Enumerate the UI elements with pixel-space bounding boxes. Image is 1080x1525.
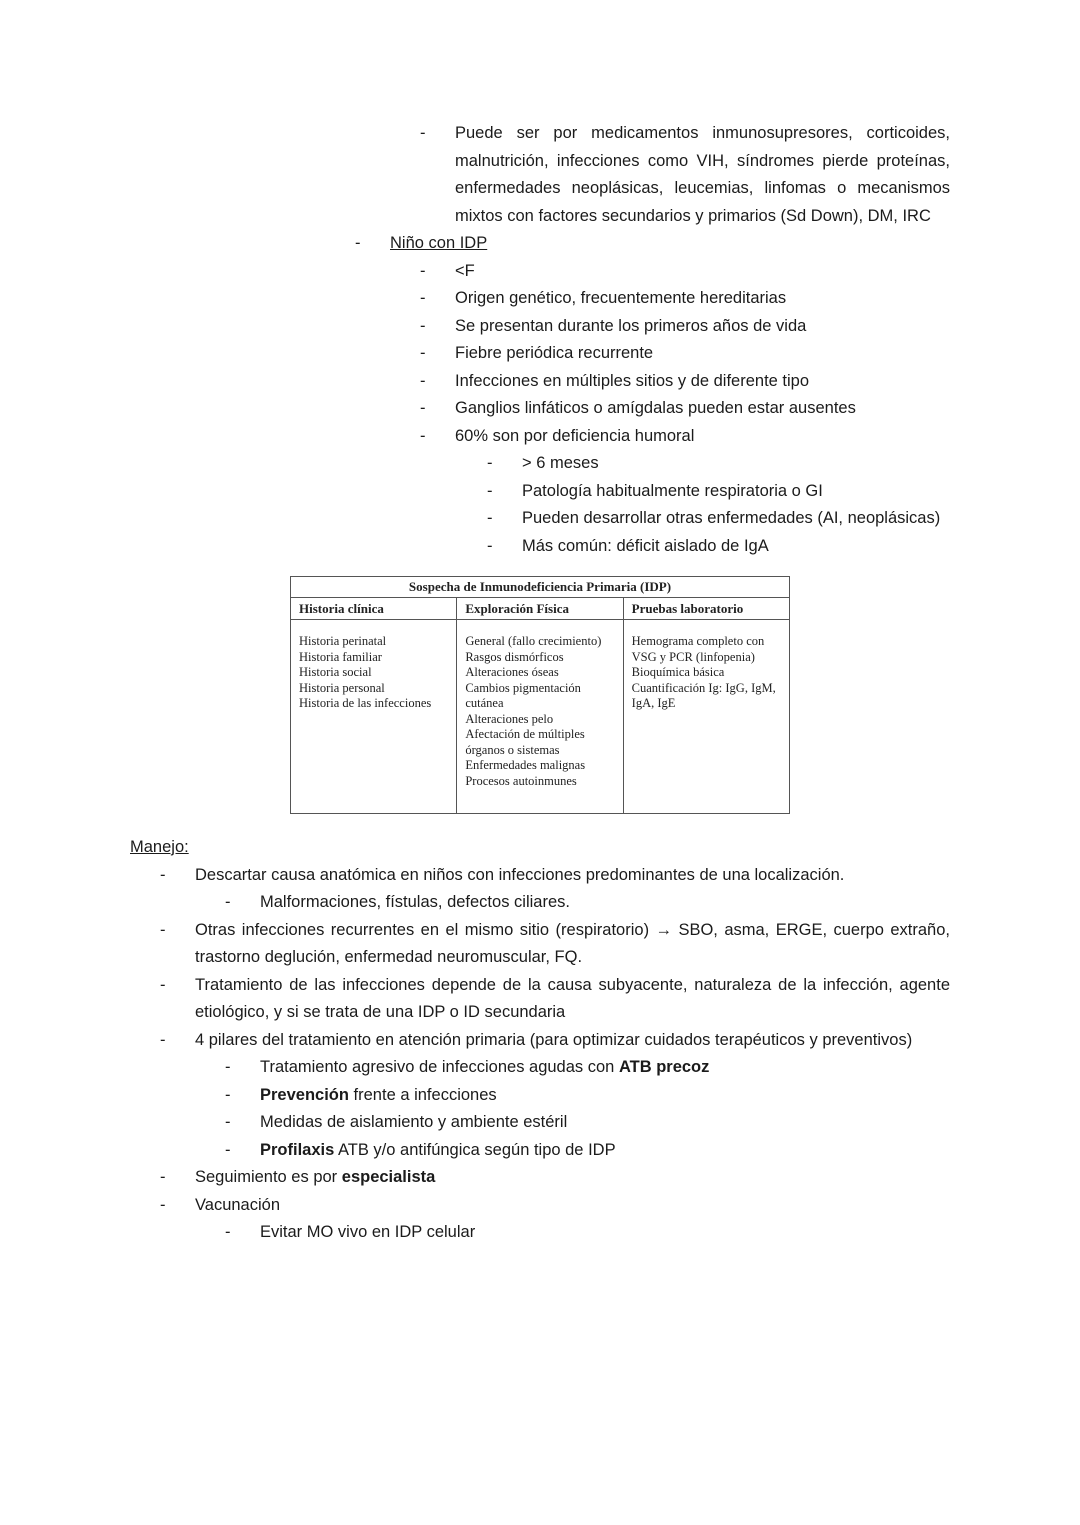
table-header-historia-clinica: Historia clínica <box>291 597 457 620</box>
text-part: Medidas de aislamiento y ambiente estéril <box>260 1113 568 1131</box>
bullet-dash: - <box>160 1168 166 1186</box>
list-item <box>160 1164 950 1192</box>
table-line: Rasgos dismórficos <box>465 649 564 664</box>
bullet-dash: - <box>225 1085 231 1104</box>
list-item-text: Tratamiento de las infecciones depende de la causa subyacente, naturaleza de la infección, agente etiológico, y si se trata de una IDP o ID secundaria <box>195 975 950 1021</box>
list-item-text: Vacunación <box>195 1195 281 1214</box>
bullet-dash: - <box>160 1195 166 1214</box>
table-line: Historia personal <box>299 680 385 695</box>
bullet-item-intro <box>420 120 950 230</box>
nino-idp-heading: Niño con IDP <box>390 234 488 252</box>
table-line: Alteraciones óseas <box>465 665 559 679</box>
list-item-text <box>260 1082 950 1110</box>
table-line: Historia perinatal <box>299 634 387 648</box>
bullet-dash: - <box>420 399 426 417</box>
bullet-dash: - <box>160 975 166 994</box>
list-item-text: Ganglios linfáticos o amígdalas pueden estar ausentes <box>455 399 856 417</box>
list-item <box>160 862 950 890</box>
bullet-dash: - <box>420 316 426 335</box>
bullet-dash: - <box>160 865 166 884</box>
table-cell-exploracion-fisica <box>457 620 623 814</box>
list-item <box>225 1082 950 1110</box>
bullet-dash: - <box>160 1030 166 1049</box>
text-part-bold: Profilaxis <box>260 1140 335 1159</box>
bullet-dash: - <box>355 234 361 252</box>
list-item <box>420 313 950 341</box>
list-item-text: Patología habitualmente respiratoria o GI <box>522 481 823 500</box>
list-item <box>160 917 950 972</box>
table-line: Cuantificación Ig: IgG, IgM, IgA, IgE <box>631 680 776 710</box>
bullet-dash: - <box>420 289 426 307</box>
manejo-heading-text: Manejo: <box>130 838 189 856</box>
list-item <box>225 1054 950 1082</box>
list-item <box>225 1109 950 1137</box>
table-line: Historia social <box>299 665 372 679</box>
list-item <box>420 368 950 396</box>
bullet-dash: - <box>225 1140 231 1159</box>
bullet-dash: - <box>420 344 426 362</box>
text-part-bold: Prevención <box>260 1085 349 1104</box>
bullet-dash: - <box>420 371 426 390</box>
table-header-pruebas-laboratorio: Pruebas laboratorio <box>623 597 789 620</box>
list-item-text: 60% son por deficiencia humoral <box>455 426 695 445</box>
table-header-exploracion-fisica: Exploración Física <box>457 597 623 620</box>
table-line: Bioquímica básica <box>631 665 725 679</box>
table-line: Afectación de múltiples órganos o sistemas <box>465 727 585 757</box>
bullet-dash: - <box>420 426 426 445</box>
table-cell-pruebas-laboratorio <box>623 620 789 814</box>
text-part: frente a infecciones <box>348 1085 497 1104</box>
manejo-heading <box>130 834 950 862</box>
intro-paragraph: Puede ser por medicamentos inmunosupresores, corticoides, malnutrición, infecciones como VIH, síndromes pierde proteínas, enfermedades neoplásicas, leucemias, linfomas o mecanismos mixtos con factores secundarios y primarios (Sd Down), DM, IRC <box>455 124 950 225</box>
table-line: Hemograma completo con VSG y PCR (linfopenia) <box>631 634 765 664</box>
list-item-text: Fiebre periódica recurrente <box>455 344 654 362</box>
list-item-text: Pueden desarrollar otras enfermedades (AI, neoplásicas) <box>522 509 941 527</box>
list-item-text: Origen genético, frecuentemente hereditarias <box>455 289 787 307</box>
bullet-dash: - <box>225 893 231 911</box>
text-part-bold: ATB precoz <box>618 1058 710 1076</box>
list-item-text: Evitar MO vivo en IDP celular <box>260 1223 476 1241</box>
table-line: General (fallo crecimiento) <box>465 634 602 648</box>
list-item <box>420 285 950 313</box>
list-item-text: Descartar causa anatómica en niños con infecciones predominantes de una localización. <box>195 865 845 884</box>
list-item-text: Otras infecciones recurrentes en el mismo sitio (respiratorio) → SBO, asma, ERGE, cuerpo extraño, trastorno deglución, enfermedad neuromuscular, FQ. <box>195 920 950 966</box>
bullet-dash: - <box>160 920 166 939</box>
text-part: Tratamiento agresivo de infecciones agudas con <box>260 1058 619 1076</box>
list-item-text: > 6 meses <box>522 454 599 472</box>
list-item <box>420 258 950 286</box>
bullet-dash: - <box>225 1058 231 1076</box>
table-header-row <box>291 597 790 620</box>
bullet-item-nino-idp <box>355 230 950 258</box>
text-part: ATB y/o antifúngica según tipo de IDP <box>334 1140 616 1159</box>
list-item-text <box>195 1164 950 1192</box>
list-item <box>487 478 950 506</box>
list-item-text: Infecciones en múltiples sitios y de diferente tipo <box>455 371 810 390</box>
list-item-text <box>260 1137 950 1165</box>
table-title: Sospecha de Inmunodeficiencia Primaria (IDP) <box>291 577 790 598</box>
list-item <box>420 395 950 423</box>
list-item <box>487 533 950 561</box>
list-item-text: 4 pilares del tratamiento en atención primaria (para optimizar cuidados terapéuticos y preventivos) <box>195 1030 913 1049</box>
bullet-dash: - <box>420 124 426 142</box>
bullet-dash: - <box>225 1113 231 1131</box>
list-item-text: Malformaciones, fístulas, defectos ciliares. <box>260 893 570 911</box>
list-item-text: <F <box>455 261 475 280</box>
list-item-text <box>390 230 950 258</box>
table-line: Alteraciones pelo <box>465 711 554 726</box>
table-line: Enfermedades malignas <box>465 758 586 772</box>
list-item <box>160 1192 950 1220</box>
table-line: Historia familiar <box>299 649 382 664</box>
table-line: Historia de las infecciones <box>299 696 432 710</box>
table-body-row <box>291 620 790 814</box>
list-item-text: Se presentan durante los primeros años de vida <box>455 316 807 335</box>
idp-suspicion-table <box>290 576 790 814</box>
bullet-dash: - <box>487 536 493 555</box>
list-item-text: Más común: déficit aislado de IgA <box>522 536 769 555</box>
list-item <box>487 450 950 478</box>
table-line: Cambios pigmentación cutánea <box>465 680 581 710</box>
bullet-dash: - <box>225 1223 231 1241</box>
list-item <box>420 423 950 451</box>
list-item <box>487 505 950 533</box>
bullet-dash: - <box>487 509 493 527</box>
bullet-dash: - <box>487 454 493 472</box>
text-part-bold: especialista <box>341 1168 436 1186</box>
list-item <box>225 1219 950 1247</box>
table-line: Procesos autoinmunes <box>465 773 577 788</box>
list-item <box>225 1137 950 1165</box>
list-item <box>160 1027 950 1055</box>
table-cell-historia-clinica <box>291 620 457 814</box>
list-item <box>420 340 950 368</box>
list-item-text <box>260 1054 950 1082</box>
bullet-dash: - <box>420 261 426 280</box>
text-part: Seguimiento es por <box>195 1168 342 1186</box>
table-title-row <box>291 577 790 598</box>
list-item-text <box>260 1109 950 1137</box>
list-item <box>225 889 950 917</box>
list-item <box>160 972 950 1027</box>
bullet-dash: - <box>487 481 493 500</box>
